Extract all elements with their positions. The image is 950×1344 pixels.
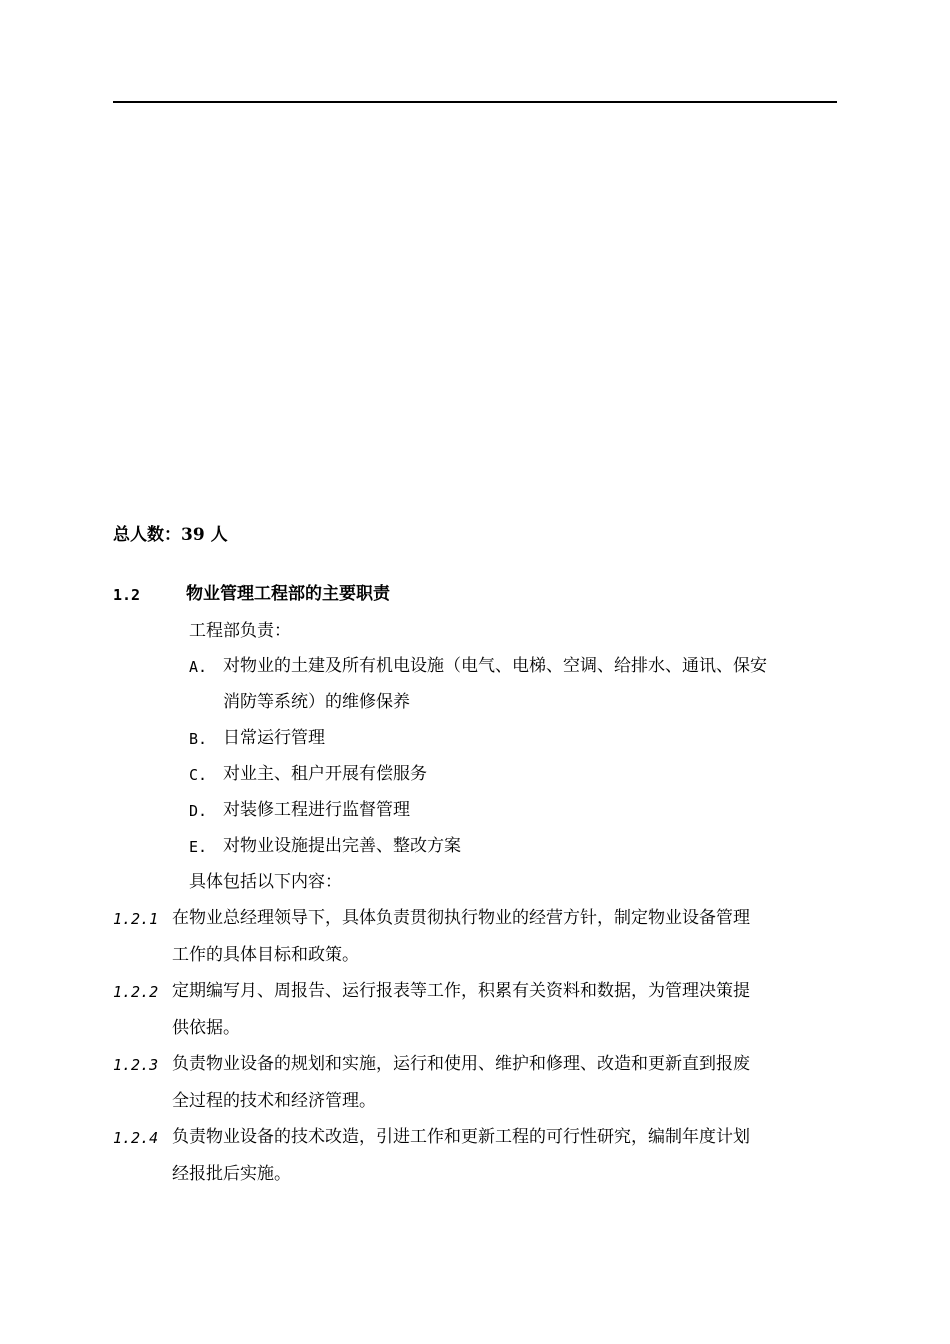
header-rule <box>113 101 837 103</box>
detail-1-line-1: 在物业总经理领导下，具体负责贯彻执行物业的经营方针，制定物业设备管理 <box>172 908 750 928</box>
total-headcount: 总人数：39 人 <box>113 525 228 545</box>
item-d-line-1: 对装修工程进行监督管理 <box>223 800 410 820</box>
item-c-line-1: 对业主、租户开展有偿服务 <box>223 764 427 784</box>
detail-1-line-2: 工作的具体目标和政策。 <box>172 945 359 965</box>
detail-2-number: 1.2.2 <box>113 983 159 1001</box>
item-b-letter: B. <box>189 730 208 748</box>
detail-4-line-1: 负责物业设备的技术改造，引进工作和更新工程的可行性研究，编制年度计划 <box>172 1127 750 1147</box>
item-e-letter: E. <box>189 838 208 856</box>
section-title: 物业管理工程部的主要职责 <box>186 584 390 604</box>
item-a-line-1: 对物业的土建及所有机电设施（电气、电梯、空调、给排水、通讯、保安 <box>223 656 767 676</box>
item-c-letter: C. <box>189 766 208 784</box>
item-a-letter: A. <box>189 658 208 676</box>
detail-3-line-2: 全过程的技术和经济管理。 <box>172 1091 376 1111</box>
details-intro: 具体包括以下内容： <box>189 872 342 892</box>
detail-3-line-1: 负责物业设备的规划和实施，运行和使用、维护和修理、改造和更新直到报废 <box>172 1054 750 1074</box>
detail-4-number: 1.2.4 <box>113 1129 159 1147</box>
intro-text: 工程部负责： <box>189 621 291 641</box>
detail-2-line-2: 供依据。 <box>172 1018 240 1038</box>
detail-3-number: 1.2.3 <box>113 1056 159 1074</box>
detail-2-line-1: 定期编写月、周报告、运行报表等工作，积累有关资料和数据，为管理决策提 <box>172 981 750 1001</box>
item-e-line-1: 对物业设施提出完善、整改方案 <box>223 836 461 856</box>
item-d-letter: D. <box>189 802 208 820</box>
detail-4-line-2: 经报批后实施。 <box>172 1164 291 1184</box>
section-number: 1.2 <box>113 586 141 604</box>
detail-1-number: 1.2.1 <box>113 910 159 928</box>
item-b-line-1: 日常运行管理 <box>223 728 325 748</box>
item-a-line-2: 消防等系统）的维修保养 <box>223 692 410 712</box>
